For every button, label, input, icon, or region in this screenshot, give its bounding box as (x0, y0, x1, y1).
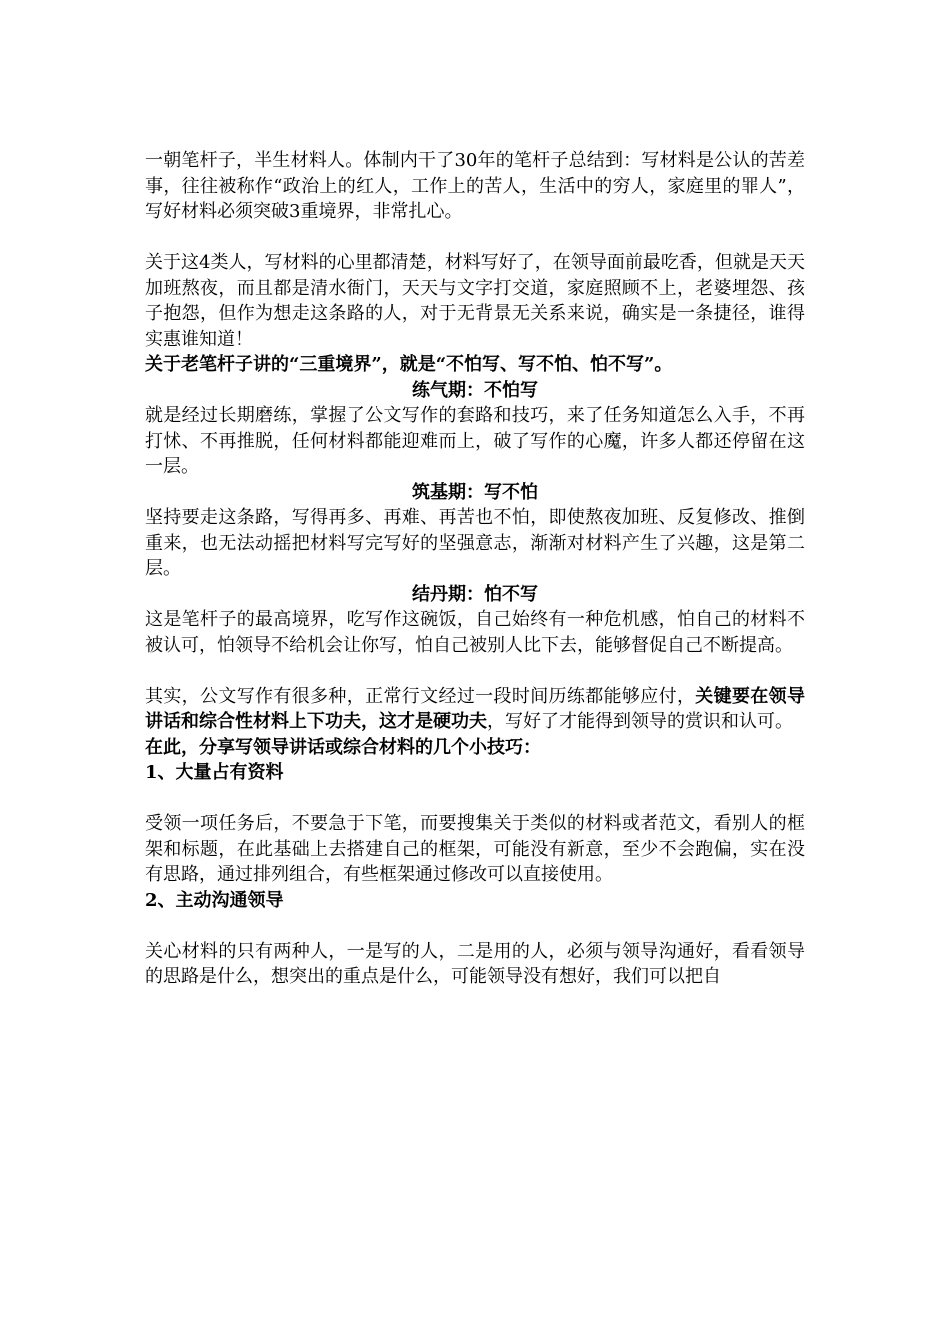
stage3-title: 结丹期：怕不写 (412, 583, 538, 605)
stage1-title: 练气期：不怕写 (412, 379, 538, 401)
document-page (145, 148, 805, 990)
stage2-body: 坚持要走这条路，写得再多、再难、再苦也不怕，即使熬夜加班、反复修改、推倒重来，也无法动摇把材料写完写好的坚强意志，渐渐对材料产生了兴趣，这是第二层。 (145, 507, 805, 579)
tip2-title: 2、主动沟通领导 (145, 889, 284, 911)
tip2-body: 关心材料的只有两种人，一是写的人，二是用的人，必须与领导沟通好，看看领导的思路是什么，想突出的重点是什么，可能领导没有想好，我们可以把自 (145, 940, 805, 987)
tip1-title: 1、大量占有资料 (145, 762, 284, 783)
stage1-body: 就是经过长期磨练，掌握了公文写作的套路和技巧，来了任务知道怎么入手，不再打怵、不再推脱，任何材料都能迎难而上，破了写作的心魔，许多人都还停留在这一层。 (145, 405, 805, 477)
four-types-paragraph: 关于这4类人，写材料的心里都清楚，材料写好了，在领导面前最吃香，但就是天天加班熬夜，而且都是清水衙门，天天与文字打交道，家庭照顾不上，老婆埋怨、孩子抱怨，但作为想走这条路的人，对于无背景无关系来说，确实是一条捷径，谁得实惠谁知道！ (145, 252, 805, 350)
stage2-title: 筑基期：写不怕 (412, 481, 538, 503)
tips-heading: 在此，分享写领导讲话或综合材料的几个小技巧： (145, 736, 541, 758)
actually-lead: 其实，公文写作有很多种，正常行文经过一段时间历练都能够应付， (145, 685, 696, 707)
actually-emphasis: 关键要在领导讲话和综合性材料上下功夫，这才是硬功夫 (145, 685, 806, 732)
intro-paragraph: 一朝笔杆子，半生材料人。体制内干了30年的笔杆子总结到：写材料是公认的苦差事，往往被称作“政治上的红人，工作上的苦人，生活中的穷人，家庭里的罪人”，写好材料必须突破3重境界，非常扎心。 (145, 150, 805, 222)
stage3-body: 这是笔杆子的最高境界，吃写作这碗饭，自己始终有一种危机感，怕自己的材料不被认可，怕领导不给机会让你写，怕自己被别人比下去，能够督促自己不断提高。 (145, 609, 805, 656)
actually-paragraph (145, 684, 805, 735)
tip1-body: 受领一项任务后，不要急于下笔，而要搜集关于类似的材料或者范文，看别人的框架和标题，在此基础上去搭建自己的框架，可能没有新意，至少不会跑偏，实在没有思路，通过排列组合，有些框架通过修改可以直接使用。 (145, 813, 805, 885)
actually-tail: ，写好了才能得到领导的赏识和认可。 (487, 711, 793, 732)
three-realms-heading: 关于老笔杆子讲的“三重境界”，就是“不怕写、写不怕、怕不写”。 (145, 354, 673, 375)
